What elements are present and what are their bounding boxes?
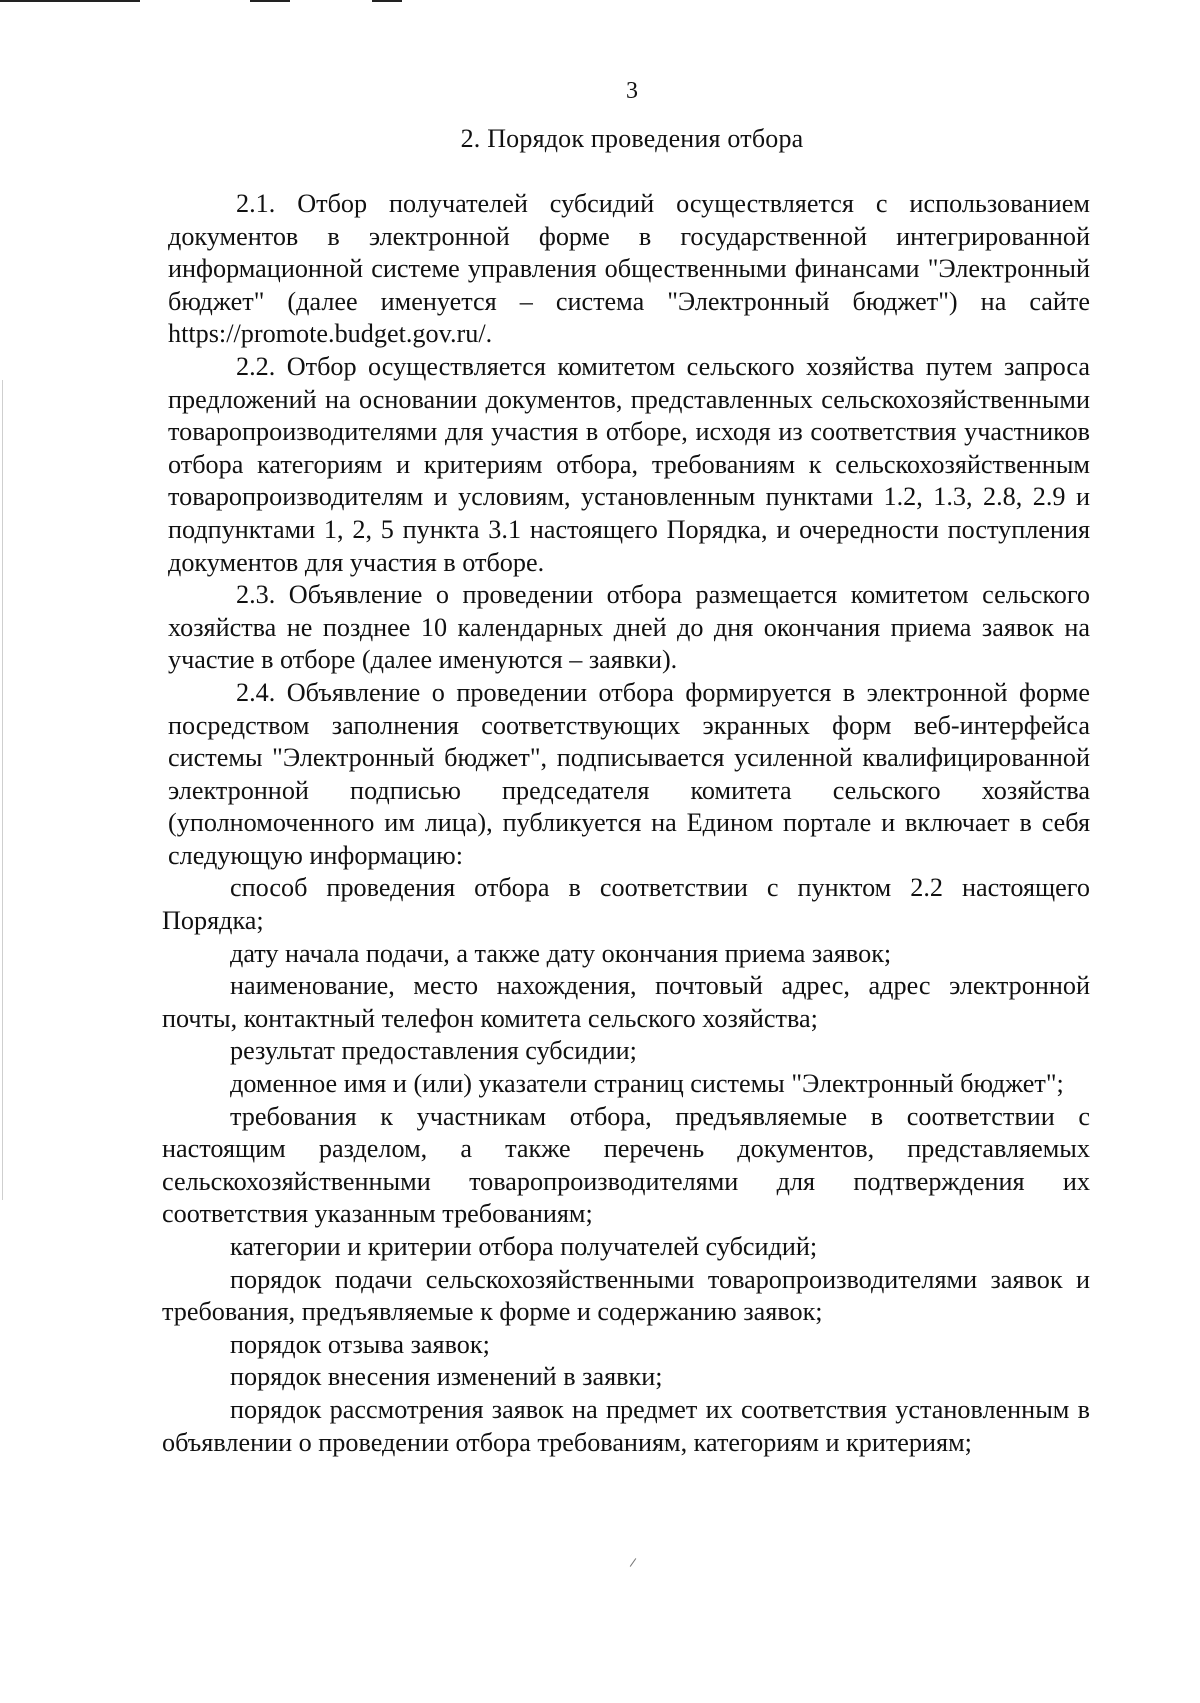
list-item: порядок рассмотрения заявок на предмет их соответствия установленным в объявлении о проведении отбора требованиям, категориям и критериям; [162, 1394, 1090, 1457]
list-item: требования к участникам отбора, предъявляемые в соответствии с настоящим разделом, а также перечень документов, представляемых сельскохозяйственными товаропроизводителями для подтверждения их соответствия указанным требованиям; [162, 1101, 1090, 1229]
list-item: дату начала подачи, а также дату окончания приема заявок; [230, 938, 892, 968]
list-item: порядок внесения изменений в заявки; [230, 1362, 663, 1392]
scan-left-edge [2, 380, 3, 1200]
list-item: результат предоставления субсидии; [230, 1036, 637, 1066]
list-item: порядок подачи сельскохозяйственными товаропроизводителями заявок и требования, предъявляемые к форме и содержанию заявок; [162, 1264, 1090, 1327]
scan-stray-mark [630, 1558, 637, 1567]
announcement-info-list [162, 872, 1090, 1459]
list-item: способ проведения отбора в соответствии с пунктом 2.2 настоящего Порядка; [162, 873, 1090, 936]
page-number: 3 [626, 78, 638, 104]
paragraph-2-1: 2.1. Отбор получателей субсидий осуществляется с использованием документов в электронной форме в государственной интегрированной информационной системе управления общественными финансами "Электронный бюджет" (далее именуется – система "Электронный бюджет") на сайте https://promote.budget.gov.ru/. [168, 189, 1090, 349]
paragraph-2-3: 2.3. Объявление о проведении отбора размещается комитетом сельского хозяйства не позднее 10 календарных дней до дня окончания приема заявок на участие в отборе (далее именуются – заявки). [168, 580, 1090, 675]
list-item: категории и критерии отбора получателей субсидий; [230, 1232, 818, 1261]
section-title: 2. Порядок проведения отбора [460, 124, 804, 153]
list-item: порядок отзыва заявок; [230, 1329, 490, 1359]
list-item: наименование, место нахождения, почтовый адрес, адрес электронной почты, контактный телефон комитета сельского хозяйства; [162, 971, 1090, 1033]
paragraph-2-2: 2.2. Отбор осуществляется комитетом сельского хозяйства путем запроса предложений на основании документов, представленных сельскохозяйственными товаропроизводителями для участия в отборе, исходя из соответствия участников отбора категориям и критериям отбора, требованиям к сельскохозяйственным товаропроизводителям и условиям, установленным пунктами 1.2, 1.3, 2.8, 2.9 и подпунктами 1, 2, 5 пункта 3.1 настоящего Порядка, и очередности поступления документов для участия в отборе. [168, 351, 1090, 577]
document-body [162, 188, 1090, 1459]
list-item: доменное имя и (или) указатели страниц системы "Электронный бюджет"; [230, 1069, 1064, 1099]
paragraph-2-4: 2.4. Объявление о проведении отбора формируется в электронной форме посредством заполнения соответствующих экранных форм веб-интерфейса системы "Электронный бюджет", подписывается усиленной квалифицированной электронной подписью председателя комитета сельского хозяйства (уполномоченного им лица), публикуется на Едином портале и включает в себя следующую информацию: [168, 677, 1090, 870]
scan-edge-marks [0, 0, 1200, 4]
